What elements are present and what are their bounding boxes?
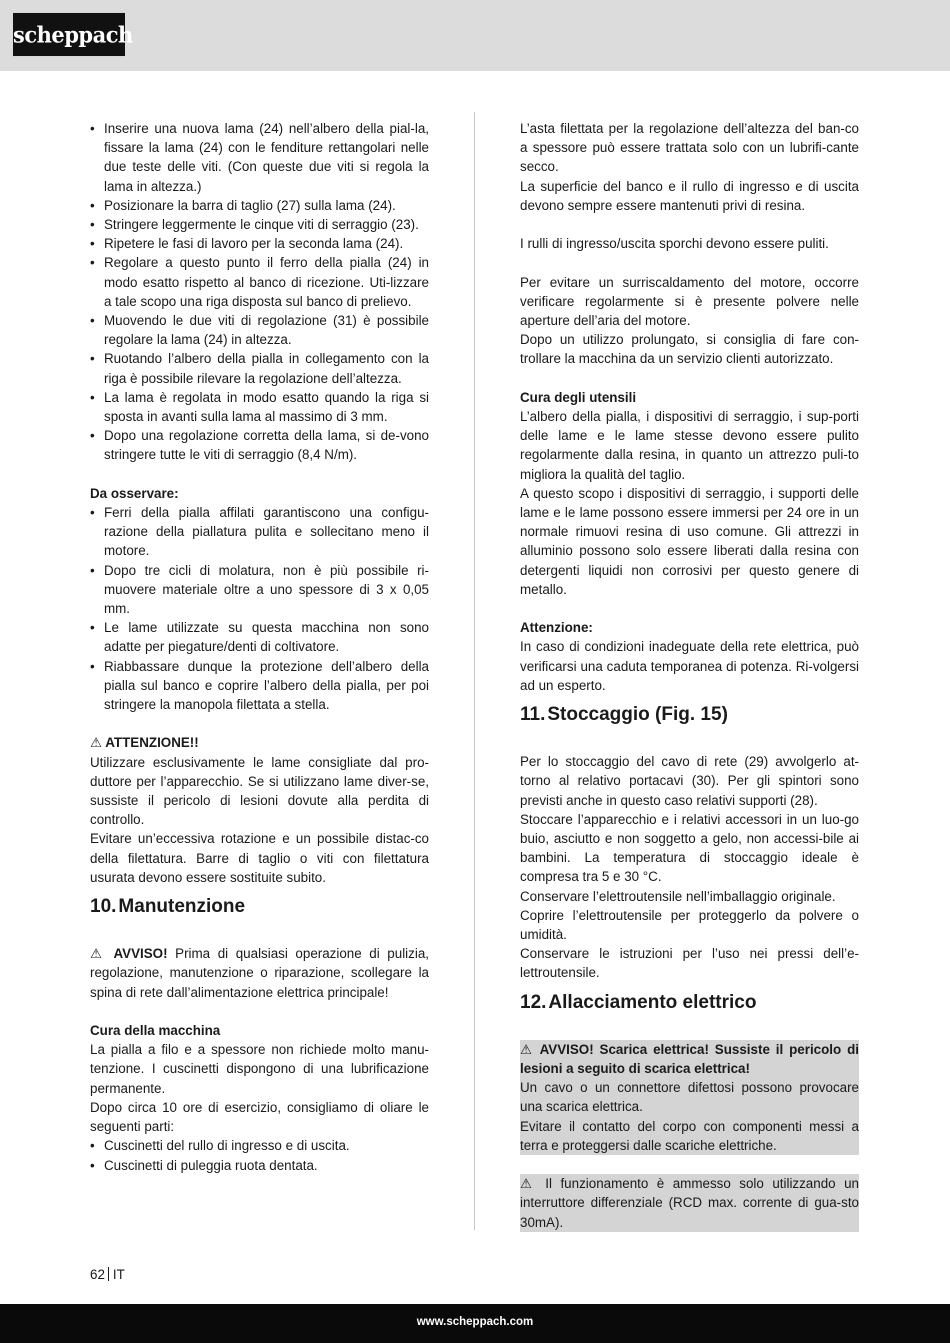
- electric-warning-box: [520, 1040, 859, 1155]
- warning-icon: ⚠: [90, 946, 106, 962]
- paragraph: Conservare l’elettroutensile nell’imballaggio originale.: [520, 888, 836, 904]
- list-item: • Ripetere le fasi di lavoro per la seconda lama (24).: [90, 234, 429, 253]
- oil-parts-list: [90, 1136, 429, 1174]
- section-title-11: 11. Stoccaggio (Fig. 15): [520, 704, 728, 726]
- paragraph: L’asta filettata per la regolazione dell’altezza del ban-co a spessore può essere trattata solo con un lubrifi-cante secco.: [520, 121, 859, 175]
- attenzione-heading: Attenzione:: [520, 620, 593, 636]
- page-number: 62 IT: [90, 1267, 125, 1282]
- list-item: • Stringere leggermente le cinque viti di serraggio (23).: [90, 215, 429, 234]
- paragraph: I rulli di ingresso/uscita sporchi devono essere puliti.: [520, 236, 829, 252]
- list-item: • Cuscinetti di puleggia ruota dentata.: [90, 1156, 429, 1175]
- electric-warning-title: ⚠ AVVISO! Scarica elettrica! Sussiste il pericolo di lesioni a seguito di scarica elettrica!: [520, 1041, 859, 1077]
- list-item: • Dopo tre cicli di molatura, non è più possibile ri-muovere materiale oltre a uno spessore di 3 x 0,05 mm.: [90, 561, 429, 619]
- notes-list: [90, 503, 429, 714]
- rcd-warning-box: [520, 1174, 859, 1232]
- cura-macchina-heading: Cura della macchina: [90, 1023, 221, 1039]
- warning-icon: ⚠: [520, 1176, 537, 1192]
- da-osservare-heading: Da osservare:: [90, 485, 179, 501]
- avviso-paragraph: ⚠ AVVISO! Prima di qualsiasi operazione di pulizia, regolazione, manutenzione o riparazione, scollegare la spina di rete dall’alimentazione elettrica principale!: [90, 946, 429, 1000]
- paragraph: Stoccare l’apparecchio e i relativi accessori in un luo-go buio, asciutto e non soggetto a gelo, non accessi-bile ai bambini. La temperatura di stoccaggio ideale è compresa tra 5 e 30 °C.: [520, 811, 859, 885]
- attenzione-paragraph: Utilizzare esclusivamente le lame consigliate dal pro-duttore per l’apparecchio. Se si utilizzano lame diver-se, sussiste il pericolo di lesioni dovute alla perdita di controllo.: [90, 754, 429, 828]
- paragraph: Conservare le istruzioni per l’uso nei pressi dell’e-lettroutensile.: [520, 946, 859, 981]
- page-footer: [0, 1304, 950, 1343]
- list-item: • Dopo una regolazione corretta della lama, si de-vono stringere tutte le viti di serraggio (8,4 N/m).: [90, 426, 429, 464]
- list-item: • Muovendo le due viti di regolazione (31) è possibile regolare la lama (24) in altezza.: [90, 311, 429, 349]
- list-item: • Le lame utilizzate su questa macchina non sono adatte per piegature/denti di coltivatore.: [90, 618, 429, 656]
- paragraph: Dopo circa 10 ore di esercizio, consigliamo di oliare le seguenti parti:: [90, 1099, 429, 1135]
- right-column: [520, 119, 859, 1232]
- cura-utensili-heading: Cura degli utensili: [520, 389, 637, 405]
- column-divider: [474, 112, 475, 1230]
- left-column: [90, 119, 429, 1175]
- section-title-10: 10. Manutenzione: [90, 896, 246, 918]
- list-item: • Regolare a questo punto il ferro della pialla (24) in modo esatto rispetto al banco di ricezione. Uti-lizzare a tale scopo una riga disposta sul banco di prelievo.: [90, 253, 429, 311]
- list-item: • Cuscinetti del rullo di ingresso e di uscita.: [90, 1136, 429, 1155]
- paragraph: Per lo stoccaggio del cavo di rete (29) avvolgerlo at-torno al relativo portacavi (30). Per gli spintori sono previsti anche in questo caso relativi supporti (28).: [520, 754, 859, 808]
- paragraph: Un cavo o un connettore difettosi possono provocare una scarica elettrica.: [520, 1080, 859, 1115]
- paragraph: A questo scopo i dispositivi di serraggio, i supporti delle lame e le lame possono essere immersi per 24 ore in un normale rimuovi resina di uso comune. Gli attrezzi in alluminio possono solo essere liberati dalla resina con detergenti liquidi non corrosivi per questo genere di metallo.: [520, 485, 859, 597]
- paragraph: Coprire l’elettroutensile per proteggerlo da polvere o umidità.: [520, 907, 859, 943]
- paragraph: ⚠ Il funzionamento è ammesso solo utilizzando un interruttore differenziale (RCD max. corrente di gua-sto 30mA).: [520, 1176, 859, 1230]
- blade-steps-list: [90, 119, 429, 465]
- paragraph: L’albero della pialla, i dispositivi di serraggio, i sup-porti delle lame e le lame stesse devono essere pulito regolarmente dalla resina, in quanto un attrezzo puli-to migliora la qualità del taglio.: [520, 409, 859, 482]
- paragraph: Per evitare un surriscaldamento del motore, occorre verificare regolarmente si è presente polvere nelle aperture dell’aria del motore.: [520, 274, 859, 328]
- attenzione-heading: ⚠ ATTENZIONE!!: [90, 735, 199, 751]
- list-item: • Ferri della pialla affilati garantiscono una configu-razione della piallatura pulita e sollecitano meno il motore.: [90, 503, 429, 561]
- section-title-12: 12. Allacciamento elettrico: [520, 991, 757, 1013]
- list-item: • La lama è regolata in modo esatto quando la riga si sposta in avanti sulla lama al massimo di 3 mm.: [90, 388, 429, 426]
- page-header: [0, 0, 950, 71]
- list-item: • Ruotando l’albero della pialla in collegamento con la riga è possibile rilevare la regolazione dell’altezza.: [90, 349, 429, 387]
- paragraph: La superficie del banco e il rullo di ingresso e di uscita devono sempre essere mantenuti privi di resina.: [520, 178, 859, 213]
- warning-icon: ⚠: [520, 1041, 535, 1057]
- list-item: • Inserire una nuova lama (24) nell’albero della pial-la, fissare la lama (24) con le fenditure rettangolari nelle due teste delle viti. (Con queste due viti si regola la lama in altezza.): [90, 119, 429, 196]
- warning-icon: ⚠: [90, 735, 103, 751]
- footer-url: www.scheppach.com: [416, 1316, 534, 1328]
- attenzione-paragraph: Evitare un’eccessiva rotazione e un possibile distac-co della filettatura. Barre di taglio o viti con filettatura usurata devono essere sostituite subito.: [90, 831, 429, 885]
- list-item: • Riabbassare dunque la protezione dell’albero della pialla sul banco e coprire l’albero della pialla, per poi stringere la manopola filettata a stella.: [90, 657, 429, 715]
- paragraph: Dopo un utilizzo prolungato, si consiglia di fare con-trollare la macchina da un servizio clienti autorizzato.: [520, 332, 859, 367]
- paragraph: In caso di condizioni inadeguate della rete elettrica, può verificarsi una caduta temporanea di potenza. Ri-volgersi ad un esperto.: [520, 639, 859, 693]
- paragraph: Evitare il contatto del corpo con componenti messi a terra e proteggersi dalle scariche elettriche.: [520, 1118, 859, 1153]
- paragraph: La pialla a filo e a spessore non richiede molto manu-tenzione. I cuscinetti dispongono di una lubrificazione permanente.: [90, 1042, 429, 1096]
- list-item: • Posizionare la barra di taglio (27) sulla lama (24).: [90, 196, 429, 215]
- scheppach-logo: scheppach: [13, 13, 125, 56]
